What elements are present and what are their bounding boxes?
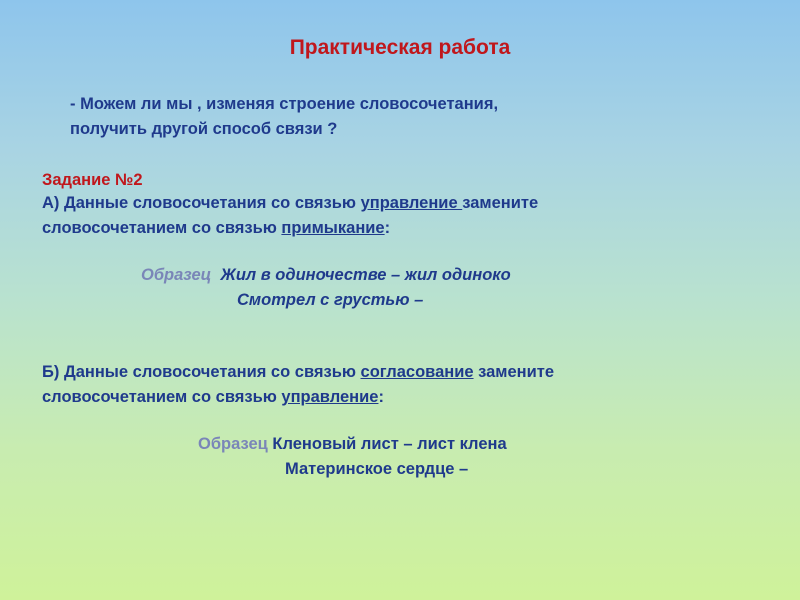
task-a-prefix: А) Данные словосочетания со связью [42, 194, 361, 212]
task-b-sample-label: Образец [198, 435, 268, 453]
task-a-sample-line-1 [141, 266, 511, 285]
task-b-suffix: замените [473, 363, 555, 381]
task-a-suffix: замените [462, 194, 539, 212]
task-a-line-2 [42, 219, 390, 238]
task-a-line2-suffix: : [384, 219, 391, 237]
task-b-line-1 [42, 363, 554, 382]
question-line-2: получить другой способ связи ? [70, 120, 338, 138]
task-b-line2-suffix: : [378, 388, 384, 406]
task-a-sample-line-2: Смотрел с грустью – [237, 291, 424, 309]
question-line-1: - Можем ли мы , изменяя строение словосочетания, [70, 95, 499, 113]
task-b-prefix: Б) Данные словосочетания со связью [42, 363, 361, 381]
task-b-sample-line-2: Материнское сердце – [285, 460, 469, 478]
task-a-line2-prefix: словосочетанием со связью [42, 219, 282, 237]
task-b-line-2 [42, 388, 384, 407]
task-b-sample-line-1 [198, 435, 507, 454]
task-a-term: управление [360, 194, 463, 212]
task-a-line2-term: примыкание [281, 219, 385, 237]
task-a-sample-label: Образец [141, 266, 212, 284]
slide-title: Практическая работа [289, 36, 511, 59]
task-a-line-1 [42, 194, 538, 213]
task-heading: Задание №2 [42, 171, 143, 189]
task-b-term: согласование [360, 363, 474, 381]
task-b-line2-term: управление [281, 388, 379, 406]
task-b-sample-text-1: Кленовый лист – лист клена [272, 435, 507, 453]
task-b-line2-prefix: словосочетанием со связью [42, 388, 282, 406]
task-a-sample-text-1: Жил в одиночестве – жил одиноко [220, 266, 511, 284]
